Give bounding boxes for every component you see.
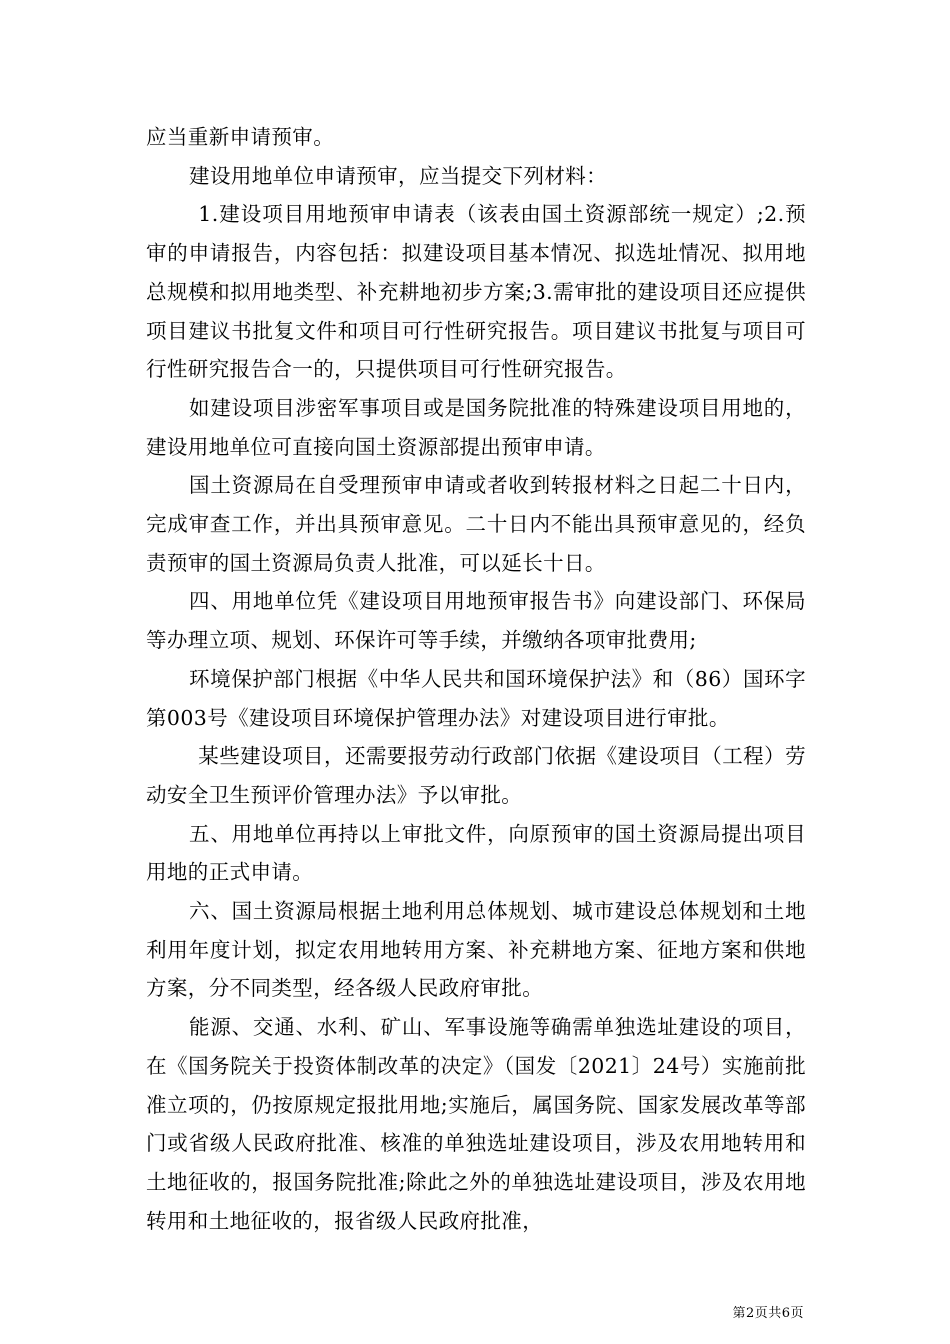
paragraph-step-four: 四、用地单位凭《建设项目用地预审报告书》向建设部门、环保局等办理立项、规划、环保许可等手续，并缴纳各项审批费用; (146, 589, 806, 653)
page-number-footer: 第2页共6页 (732, 1306, 804, 1321)
paragraph-step-five: 五、用地单位再持以上审批文件，向原预审的国土资源局提出项目用地的正式申请。 (146, 821, 806, 885)
paragraph-labor-safety-review: 某些建设项目，还需要报劳动行政部门依据《建设项目（工程）劳动安全卫生预评价管理办法》予以审批。 (146, 744, 806, 807)
paragraph-review-deadline: 国土资源局在自受理预审申请或者收到转报材料之日起二十日内，完成审查工作，并出具预审意见。二十日内不能出具预审意见的，经负责预审的国土资源局负责人批准，可以延长十日。 (146, 473, 806, 575)
paragraph-materials-list: 1.建设项目用地预审申请表（该表由国土资源部统一规定）;2.预审的申请报告，内容包括：拟建设项目基本情况、拟选址情况、拟用地总规模和拟用地类型、补充耕地初步方案;3.需审批的建设项目还应提供项目建议书批复文件和项目可行性研究报告。项目建议书批复与项目可行性研究报告合一的，只提供项目可行性研究报告。 (146, 202, 806, 382)
paragraph-separate-site-projects: 能源、交通、水利、矿山、军事设施等确需单独选址建设的项目，在《国务院关于投资体制改革的决定》（国发〔2021〕24号）实施前批准立项的，仍按原规定报批用地;实施后，属国务院、国家发展改革等部门或省级人民政府批准、核准的单独选址建设项目，涉及农用地转用和土地征收的，报国务院批准;除此之外的单独选址建设项目，涉及农用地转用和土地征收的，报省级人民政府批准， (146, 1015, 806, 1233)
paragraph-continuation: 应当重新申请预审。 (146, 125, 335, 149)
paragraph-step-six: 六、国土资源局根据土地利用总体规划、城市建设总体规划和土地利用年度计划，拟定农用地转用方案、补充耕地方案、征地方案和供地方案，分不同类型，经各级人民政府审批。 (146, 899, 806, 1001)
document-body (146, 118, 806, 1240)
paragraph-materials-intro: 建设用地单位申请预审，应当提交下列材料： (189, 163, 608, 188)
paragraph-military-projects: 如建设项目涉密军事项目或是国务院批准的特殊建设项目用地的，建设用地单位可直接向国土资源部提出预审申请。 (146, 395, 806, 459)
paragraph-environmental-review: 环境保护部门根据《中华人民共和国环境保护法》和（86）国环字第003号《建设项目环境保护管理办法》对建设项目进行审批。 (146, 666, 806, 730)
